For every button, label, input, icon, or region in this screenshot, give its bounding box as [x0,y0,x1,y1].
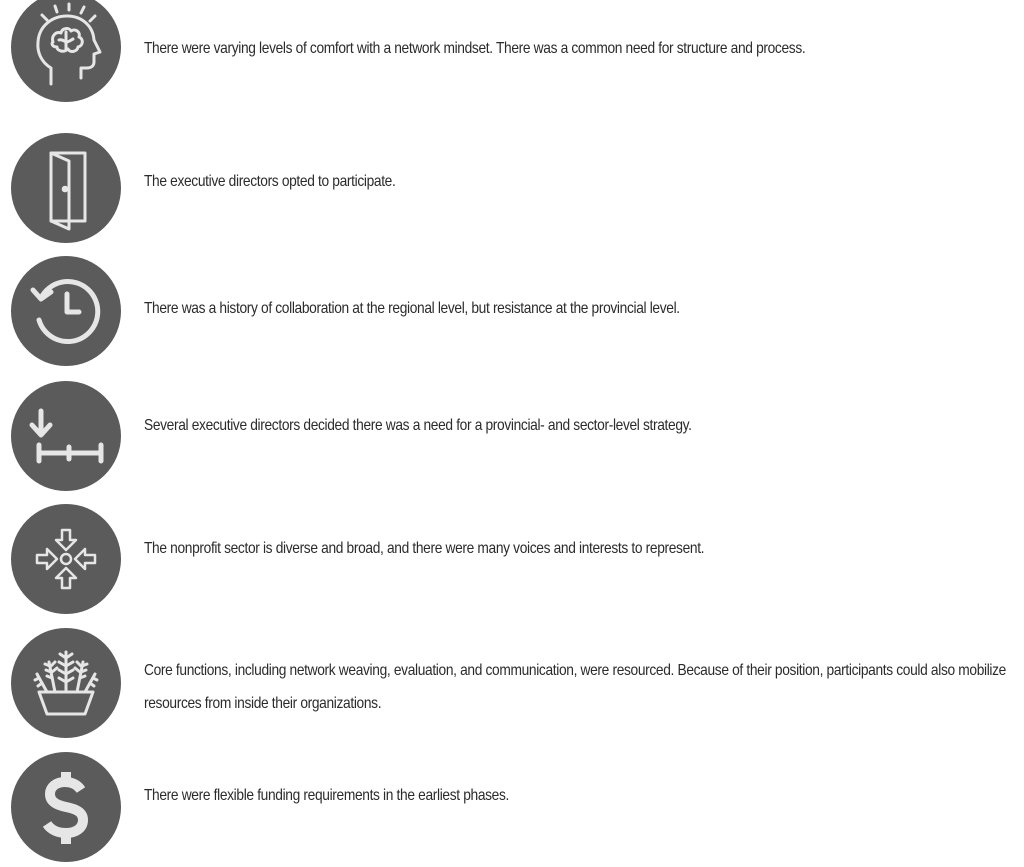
icon-badge [11,0,121,102]
converging-arrows-icon [11,504,121,614]
icon-badge [11,628,121,738]
dollar-sign-icon [11,752,121,862]
level-arrow-icon [11,381,121,491]
icon-badge [11,752,121,862]
item-text: The nonprofit sector is diverse and broad, and there were many voices and interests to represent. [144,540,705,557]
icon-badge [11,504,121,614]
icon-badge [11,381,121,491]
icon-badge [11,256,121,366]
item-text: There was a history of collaboration at the regional level, but resistance at the provincial level. [144,300,680,317]
item-text: Several executive directors decided there was a need for a provincial- and sector-level strategy. [144,417,692,434]
wheat-basket-icon [11,628,121,738]
open-door-icon [11,133,121,243]
list-item [0,250,1024,374]
list-item [0,374,1024,498]
list-item [0,498,1024,622]
list-item [0,120,1024,244]
item-text: There were flexible funding requirements in the earliest phases. [144,787,510,804]
history-clock-icon [11,256,121,366]
item-text: There were varying levels of comfort with a network mindset. There was a common need for structure and process. [144,40,806,57]
item-text: Core functions, including network weaving, evaluation, and communication, were resourced. Because of their position, participants could also mobilize resources from inside their organizations. [144,662,1006,712]
brain-head-icon [11,0,121,102]
item-text: The executive directors opted to participate. [144,173,396,190]
list-item [0,622,1024,746]
list-item [0,746,1024,867]
list-item [0,0,1024,120]
icon-badge [11,133,121,243]
